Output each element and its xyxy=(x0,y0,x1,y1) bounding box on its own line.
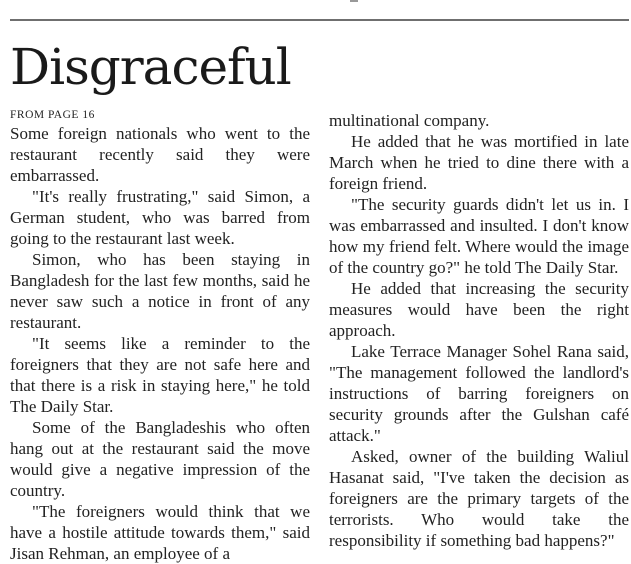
paragraph: Asked, owner of the building Waliul Hasanat said, "I've taken the decision as foreigners are the primary targets of the terrorists. Who would take the responsibility if something bad happens?" xyxy=(329,447,629,550)
continued-from-label: FROM PAGE 16 xyxy=(10,109,95,121)
paragraph: Simon, who has been staying in Bangladesh for the last few months, said he never saw such a notice in front of any restaurant. xyxy=(10,250,310,332)
paragraph: Some foreign nationals who went to the restaurant recently said they were embarrassed. xyxy=(10,124,310,185)
paragraph: "The security guards didn't let us in. I was embarrassed and insulted. I don't know how my friend felt. Where would the image of the country go?" he told The Daily Star. xyxy=(329,195,629,277)
top-edge-mark xyxy=(350,0,358,2)
paragraph: He added that increasing the security measures would have been the right approach. xyxy=(329,279,629,340)
paragraph: "It's really frustrating," said Simon, a German student, who was barred from going to the restaurant last week. xyxy=(10,187,310,248)
paragraph: "The foreigners would think that we have a hostile attitude towards them," said Jisan Rehman, an employee of a xyxy=(10,502,310,563)
paragraph: "It seems like a reminder to the foreigners that they are not safe here and that there is a risk in staying here," he told The Daily Star. xyxy=(10,334,310,416)
paragraph: Some of the Bangladeshis who often hang out at the restaurant said the move would give a negative impression of the country. xyxy=(10,418,310,500)
paragraph: Lake Terrace Manager Sohel Rana said, "The management followed the landlord's instructions of barring foreigners on security grounds after the Gulshan café attack." xyxy=(329,342,629,445)
right-column xyxy=(329,110,629,551)
left-column xyxy=(10,108,310,564)
paragraph-continued: multinational company. xyxy=(329,111,490,130)
paragraph: He added that he was mortified in late March when he tried to dine there with a foreign friend. xyxy=(329,132,629,193)
top-rule-divider xyxy=(10,19,629,21)
headline: Disgraceful xyxy=(10,38,291,96)
